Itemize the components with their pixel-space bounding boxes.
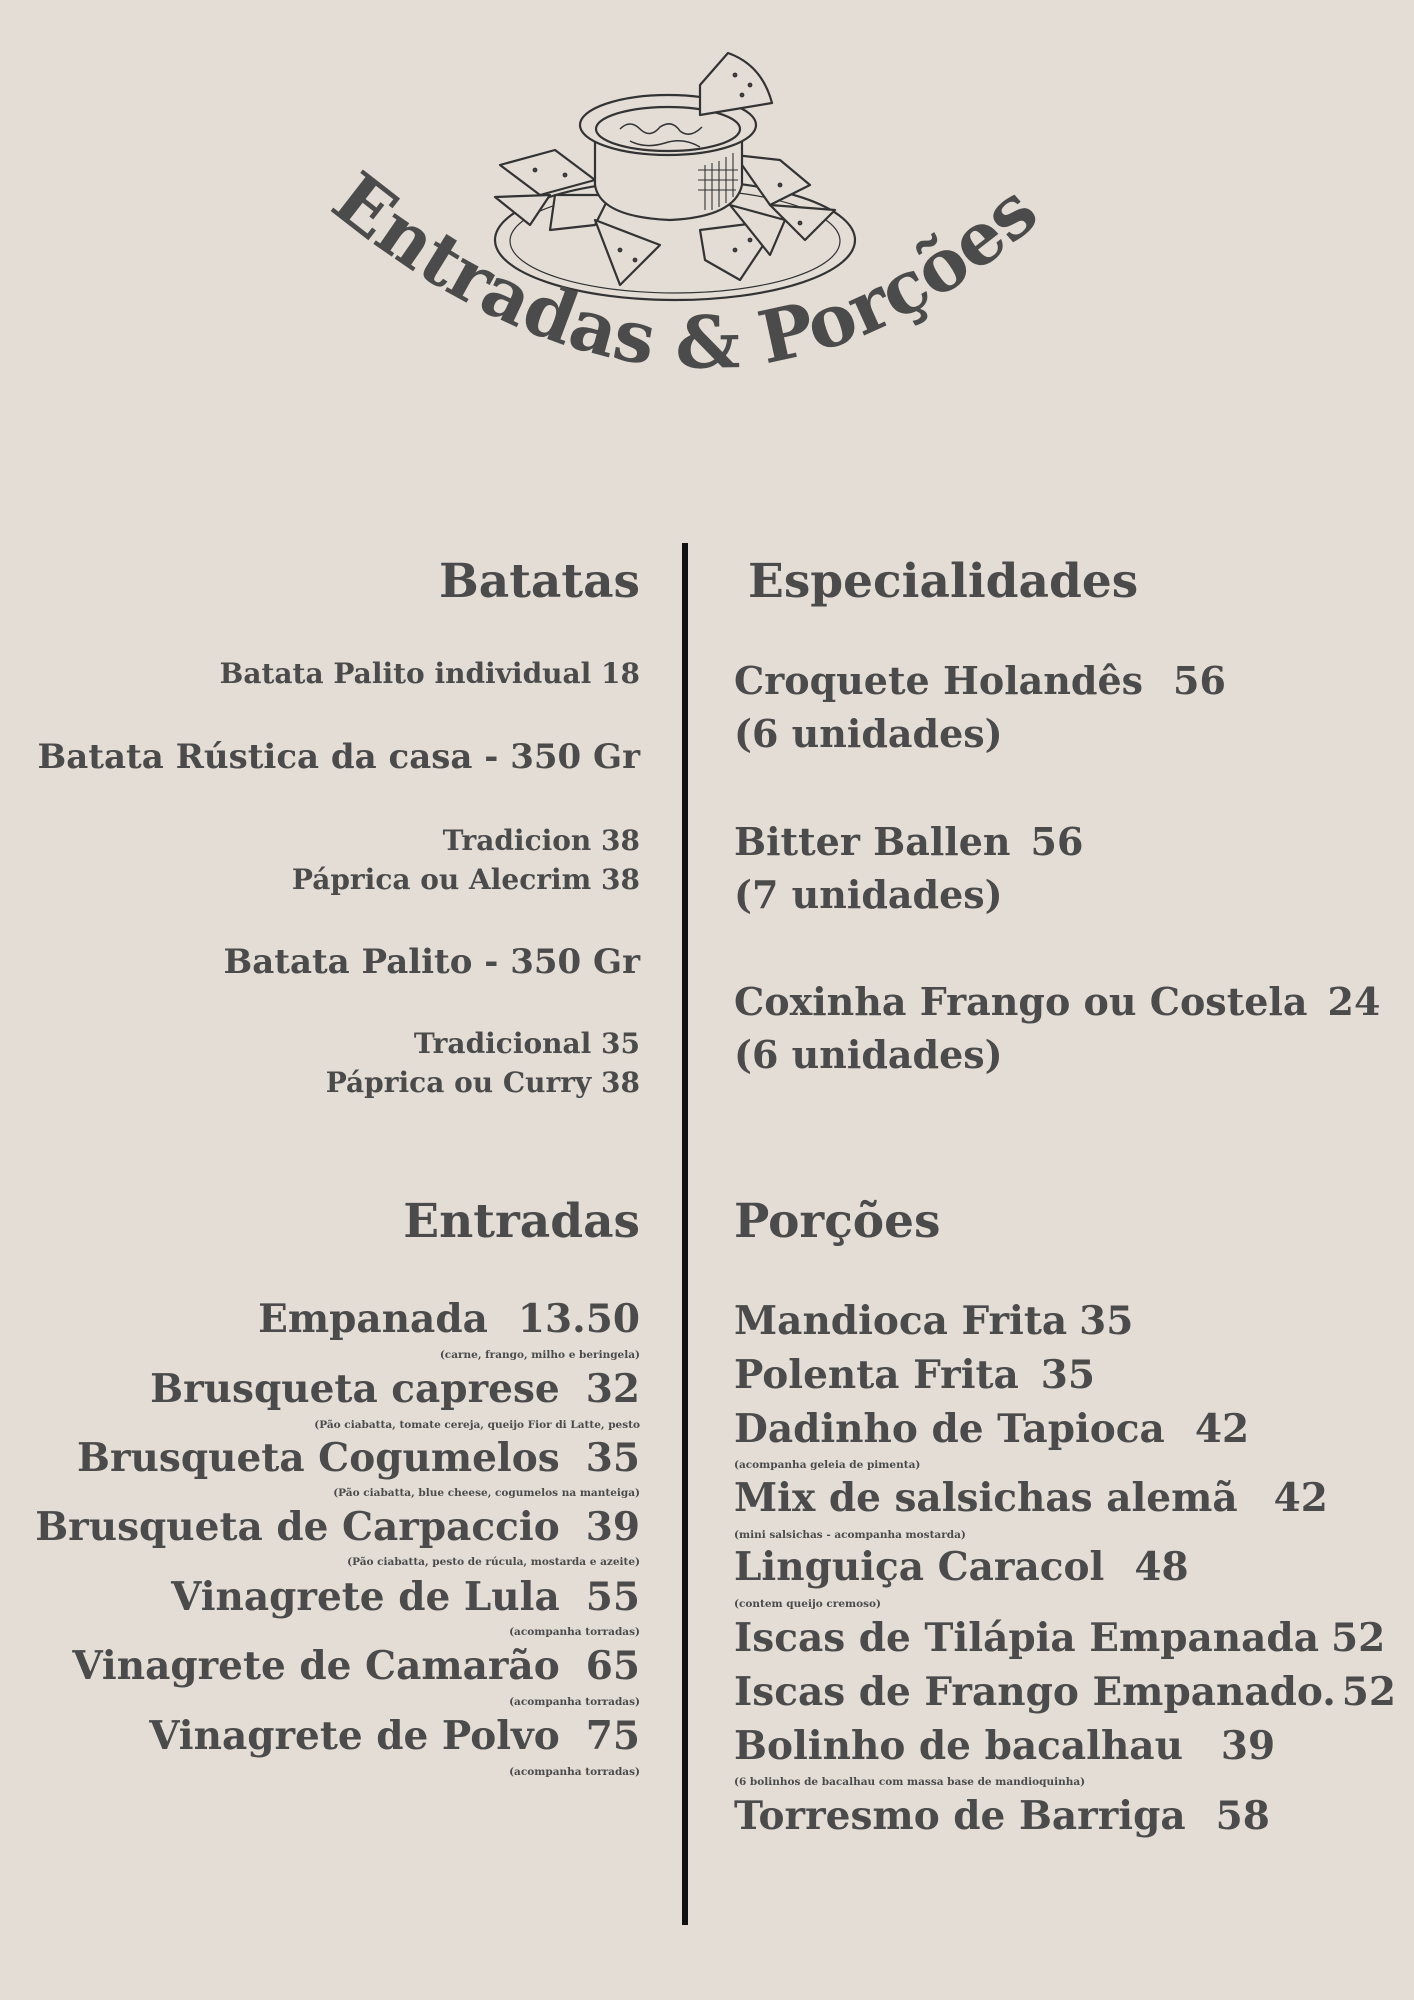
item-name: Dadinho de Tapioca: [734, 1406, 1165, 1452]
section-heading-porcoes: Porções: [734, 1194, 941, 1249]
item-note: (carne, frango, milho e beringela): [439, 1349, 640, 1361]
item-note: (Pão ciabatta, pesto de rúcula, mostarda e azeite): [347, 1556, 640, 1568]
item-name: Brusqueta caprese: [150, 1366, 560, 1412]
item-price: 52: [1341, 1669, 1397, 1715]
item-price: 42: [1273, 1475, 1328, 1521]
menu-item-rustica-option: Páprica ou Alecrim 38: [291, 863, 640, 896]
item-price: 35: [1040, 1352, 1096, 1398]
item-price: 35: [585, 1435, 640, 1481]
item-name: Vinagrete de Lula: [171, 1574, 560, 1620]
item-note: (mini salsichas - acompanha mostarda): [734, 1529, 966, 1541]
item-note: (acompanha torradas): [509, 1696, 640, 1708]
menu-item-porcao: [734, 1669, 1397, 1715]
item-price: 75: [585, 1713, 640, 1759]
menu-item-porcao: [734, 1475, 1374, 1521]
menu-item-especialidade: [734, 979, 1381, 1024]
menu-item-porcao: [734, 1793, 1374, 1839]
item-subtitle: (7 unidades): [734, 872, 1003, 917]
section-heading-entradas: Entradas: [403, 1194, 640, 1249]
item-name: Polenta Frita: [734, 1352, 1019, 1398]
item-subtitle: (6 unidades): [734, 711, 1003, 756]
menu-item-entrada: [0, 1713, 640, 1759]
item-note: (Pão ciabatta, blue cheese, cogumelos na manteiga): [333, 1487, 640, 1499]
item-note: (acompanha geleia de pimenta): [734, 1459, 921, 1471]
menu-item-especialidade: [734, 658, 1374, 703]
item-price: 56: [1030, 819, 1084, 864]
item-name: Croquete Holandês: [734, 658, 1144, 703]
item-name: Bitter Ballen: [734, 819, 1011, 864]
item-note: (acompanha torradas): [509, 1626, 640, 1638]
menu-item-palito-option: Páprica ou Curry 38: [325, 1066, 640, 1099]
section-heading-especialidades: Especialidades: [748, 554, 1139, 609]
item-price: 39: [1220, 1723, 1276, 1769]
menu-item-porcao: [734, 1352, 1374, 1398]
item-price: 42: [1194, 1406, 1250, 1452]
menu-item-palito-option: Tradicional 35: [413, 1027, 640, 1060]
item-price: 13.50: [517, 1296, 640, 1342]
menu-item-entrada: [0, 1366, 640, 1412]
menu-item-entrada: [0, 1435, 640, 1481]
item-name: Mandioca Frita: [734, 1298, 1068, 1344]
menu-item-entrada: [0, 1643, 640, 1689]
item-name: Linguiça Caracol: [734, 1544, 1105, 1590]
item-note: (contem queijo cremoso): [734, 1598, 881, 1610]
menu-item-entrada: [0, 1574, 640, 1620]
item-price: 55: [585, 1574, 640, 1620]
item-price: 48: [1134, 1544, 1189, 1590]
item-name: Vinagrete de Polvo: [149, 1713, 560, 1759]
item-name: Torresmo de Barriga: [734, 1793, 1186, 1839]
item-subtitle: (6 unidades): [734, 1032, 1003, 1077]
item-name: Empanada: [258, 1296, 488, 1342]
menu-item-porcao: [734, 1406, 1374, 1452]
item-price: 65: [585, 1643, 640, 1689]
menu-item-porcao: [734, 1298, 1374, 1344]
item-name: Brusqueta de Carpaccio: [35, 1504, 560, 1550]
menu-item-batata-palito-individual: Batata Palito individual 18: [219, 657, 640, 690]
item-price: 32: [585, 1366, 640, 1412]
item-price: 35: [1079, 1298, 1134, 1344]
menu-item-porcao: [734, 1723, 1374, 1769]
menu-item-entrada: [0, 1504, 640, 1550]
column-divider: [682, 543, 688, 1925]
item-price: 56: [1173, 658, 1226, 703]
title-text: Entradas & Porções: [317, 155, 1053, 385]
item-price: 58: [1215, 1793, 1270, 1839]
menu-item-especialidade: [734, 819, 1374, 864]
menu-item-entrada: [0, 1296, 640, 1342]
menu-item-batata-rustica: Batata Rústica da casa - 350 Gr: [37, 737, 640, 777]
section-heading-batatas: Batatas: [439, 554, 640, 609]
menu-item-batata-palito: Batata Palito - 350 Gr: [223, 942, 640, 982]
item-name: Vinagrete de Camarão: [72, 1643, 560, 1689]
item-price: 24: [1327, 979, 1381, 1024]
item-price: 52: [1330, 1615, 1386, 1661]
item-name: Bolinho de bacalhau: [734, 1723, 1183, 1769]
page-title: [0, 0, 1414, 440]
item-note: (6 bolinhos de bacalhau com massa base de mandioquinha): [734, 1776, 1086, 1788]
item-note: (Pão ciabatta, tomate cereja, queijo Fior di Latte, pesto: [314, 1419, 640, 1431]
item-name: Coxinha Frango ou Costela: [734, 979, 1308, 1024]
item-name: Iscas de Tilápia Empanada: [734, 1615, 1319, 1661]
svg-text:Entradas & Porções: [318, 155, 1053, 385]
item-price: 39: [585, 1504, 640, 1550]
item-note: (acompanha torradas): [509, 1766, 640, 1778]
menu-item-rustica-option: Tradicion 38: [442, 824, 640, 857]
item-name: Mix de salsichas alemã: [734, 1475, 1238, 1521]
item-name: Iscas de Frango Empanado.: [734, 1669, 1336, 1715]
item-name: Brusqueta Cogumelos: [77, 1435, 560, 1481]
menu-item-porcao: [734, 1544, 1374, 1590]
menu-item-porcao: [734, 1615, 1386, 1661]
